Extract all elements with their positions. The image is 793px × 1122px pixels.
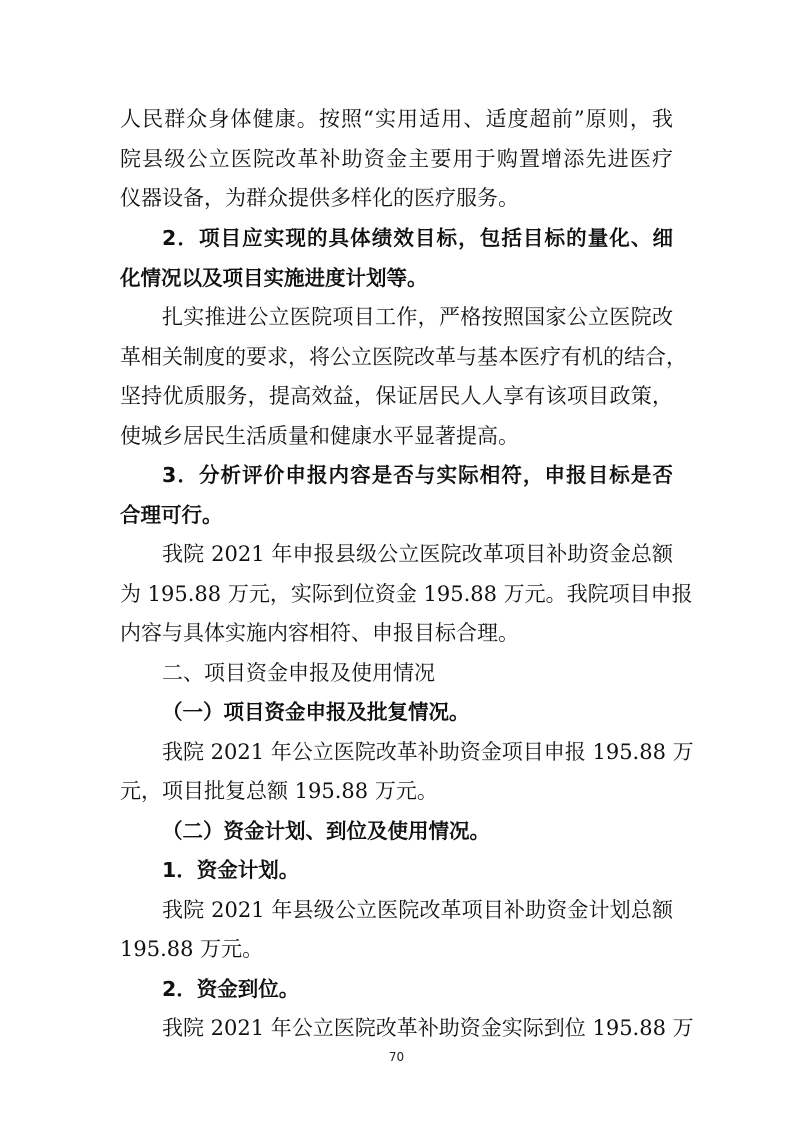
subsection-heading-1: （一）项目资金申报及批复情况。: [162, 700, 470, 724]
body-text-line: 我院 2021 年县级公立医院改革项目补助资金计划总额: [162, 898, 673, 922]
item-heading-1: 1．资金计划。: [162, 858, 300, 882]
item-heading-2: 2．资金到位。: [162, 977, 300, 1001]
body-text-line: 坚持优质服务，提高效益，保证居民人人享有该项目政策，: [120, 384, 673, 408]
body-text-line: 使城乡居民生活质量和健康水平显著提高。: [120, 424, 519, 448]
body-text-line: 人民群众身体健康。按照“实用适用、适度超前”原则，我: [120, 107, 673, 131]
section-heading-2: 2．项目应实现的具体绩效目标，包括目标的量化、细: [162, 226, 673, 250]
subsection-heading-2: （二）资金计划、到位及使用情况。: [162, 819, 490, 843]
body-text-line: 195.88 万元。: [120, 937, 264, 961]
body-text-line: 为 195.88 万元，实际到位资金 195.88 万元。我院项目申报: [120, 582, 693, 606]
body-text-line: 革相关制度的要求，将公立医院改革与基本医疗有机的结合，: [120, 345, 687, 369]
section-heading-2-cont: 化情况以及项目实施进度计划等。: [120, 266, 428, 290]
body-text-line: 扎实推进公立医院项目工作，严格按照国家公立医院改: [162, 305, 673, 329]
body-text-line: 元，项目批复总额 195.88 万元。: [120, 779, 438, 803]
body-text-line: 我院 2021 年公立医院改革补助资金项目申报 195.88 万: [162, 740, 694, 764]
body-text-line: 院县级公立医院改革补助资金主要用于购置增添先进医疗: [120, 147, 673, 171]
section-heading-3-cont: 合理可行。: [120, 503, 223, 527]
body-text-line: 我院 2021 年申报县级公立医院改革项目补助资金总额: [162, 542, 673, 566]
body-text-line: 我院 2021 年公立医院改革补助资金实际到位 195.88 万: [162, 1016, 694, 1040]
section-heading-3: 3．分析评价申报内容是否与实际相符，申报目标是否: [162, 463, 673, 487]
chapter-heading: 二、项目资金申报及使用情况: [162, 661, 435, 685]
page-number: 70: [388, 1050, 405, 1064]
body-text-line: 仪器设备，为群众提供多样化的医疗服务。: [120, 186, 519, 210]
body-text-line: 内容与具体实施内容相符、申报目标合理。: [120, 621, 519, 645]
